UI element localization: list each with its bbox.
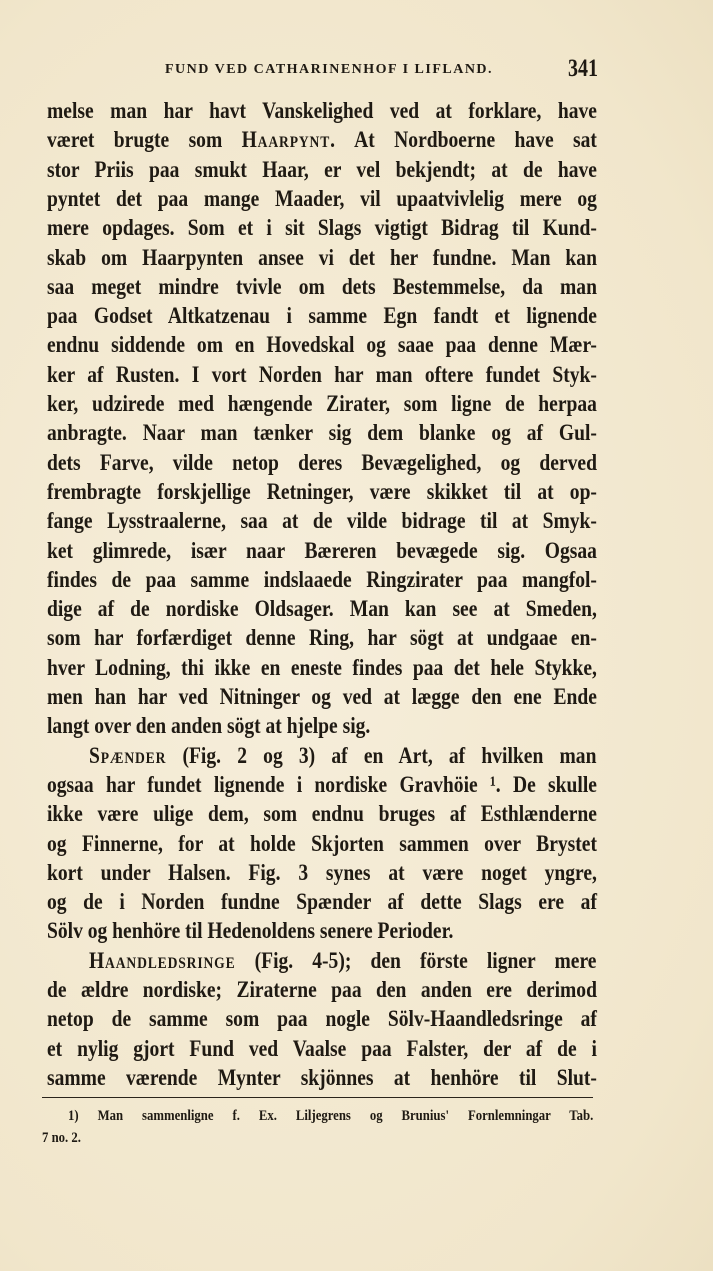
text-segment: kort under Halsen. Fig. 3 synes at være noget yngre, (47, 859, 597, 885)
text-segment: langt over den anden sögt at hjelpe sig. (47, 713, 371, 739)
text-segment: findes de paa samme indslaaede Ringzirater paa mangfol- (47, 566, 597, 592)
text-line (47, 184, 597, 213)
text-segment: og de i Norden fundne Spænder af dette Slags ere af (47, 889, 597, 915)
text-line (47, 448, 597, 477)
text-segment: ker, udzirede med hængende Zirater, som ligne de herpaa (47, 391, 597, 416)
page-number: 341 (568, 55, 598, 82)
text-line (47, 360, 597, 389)
text-segment: At Nordboerne have sat (335, 127, 597, 153)
text-line (47, 770, 597, 799)
small-caps-heading: Spænder (89, 742, 167, 768)
text-segment: ker af Rusten. I vort Norden har man oftere fundet Styk- (47, 361, 597, 387)
text-line (89, 946, 596, 975)
text-line (47, 213, 597, 242)
text-line (47, 477, 597, 506)
text-line (47, 1004, 597, 1033)
text-line (47, 565, 597, 594)
text-line (47, 682, 597, 711)
text-segment: som har forfærdiget denne Ring, har sögt at undgaae en- (47, 625, 597, 651)
text-segment: saa meget mindre tvivle om dets Bestemmelse, da man (47, 273, 597, 299)
text-line (47, 1034, 597, 1063)
text-segment: de ældre nordiske; Ziraterne paa den anden ere derimod (47, 977, 597, 1002)
text-segment: været brugte som (47, 127, 242, 153)
text-segment: (Fig. 2 og 3) af en Art, af hvilken man (166, 742, 597, 768)
text-line (47, 272, 597, 301)
text-line (47, 243, 597, 272)
small-caps-heading: Haarpynt. (241, 127, 336, 153)
text-segment: (Fig. 4-5); den förste ligner mere (235, 947, 597, 973)
text-segment: dets Farve, vilde netop deres Bevægelighed, og derved (47, 449, 597, 475)
text-segment: ogsaa har fundet lignende i nordiske Gravhöie ¹. De skulle (47, 771, 597, 797)
text-line (47, 799, 597, 828)
text-segment: dige af de nordiske Oldsager. Man kan see at Smeden, (47, 596, 597, 622)
text-segment: endnu siddende om en Hovedskal og saae paa denne Mær- (47, 332, 597, 358)
text-line (47, 506, 597, 535)
text-segment: melse man har havt Vanskelighed ved at forklare, have (47, 98, 597, 123)
text-line (47, 1063, 597, 1092)
text-segment: samme værende Mynter skjönnes at henhöre til Slut- (47, 1064, 597, 1090)
text-line (47, 125, 597, 154)
text-segment: fange Lysstraalerne, saa at de vilde bidrage til at Smyk- (47, 508, 597, 534)
text-segment: skab om Haarpynten ansee vi det her fundne. Man kan (47, 244, 597, 270)
text-line (47, 330, 597, 359)
footnote-line: 1) Man sammenligne f. Ex. Liljegrens og Brunius' Fornlemningar Tab. (68, 1108, 594, 1124)
text-line (47, 711, 597, 740)
text-line (47, 916, 597, 945)
text-segment: et nylig gjort Fund ved Vaalse paa Falster, der af de i (47, 1035, 597, 1061)
text-segment: paa Godset Altkatzenau i samme Egn fandt et lignende (47, 303, 597, 329)
text-segment: frembragte forskjellige Retninger, være skikket til at op- (47, 478, 597, 504)
text-line (47, 829, 597, 858)
text-segment: og Finnerne, for at holde Skjorten sammen over Brystet (47, 830, 597, 856)
small-caps-heading: Haandledsringe (89, 947, 236, 973)
text-line (47, 418, 597, 447)
text-line (47, 536, 597, 565)
text-segment: Sölv og henhöre til Hedenoldens senere Perioder. (47, 918, 454, 944)
text-segment: hver Lodning, thi ikke en eneste findes paa det hele Stykke, (47, 654, 597, 680)
text-line (47, 858, 597, 887)
text-line (47, 155, 597, 184)
text-line (47, 975, 597, 1004)
text-segment: mere opdages. Som et i sit Slags vigtigt Bidrag til Kund- (47, 215, 597, 241)
text-line (47, 887, 597, 916)
text-line (89, 741, 596, 770)
text-line (47, 96, 597, 125)
text-segment: men han har ved Nitninger og ved at lægge den ene Ende (47, 684, 597, 709)
text-line (47, 301, 597, 330)
text-segment: anbragte. Naar man tænker sig dem blanke og af Gul- (47, 420, 597, 446)
text-segment: netop de samme som paa nogle Sölv-Haandledsringe af (47, 1006, 597, 1032)
text-segment: stor Priis paa smukt Haar, er vel bekjendt; at de have (47, 156, 597, 182)
text-line (47, 653, 597, 682)
footnote-divider (42, 1097, 593, 1098)
footnote-line: 7 no. 2. (42, 1130, 81, 1146)
text-line (47, 594, 597, 623)
text-segment: pyntet det paa mange Maader, vil upaatvivlelig mere og (47, 185, 597, 211)
text-segment: ikke være ulige dem, som endnu bruges af Esthlænderne (47, 801, 597, 827)
running-head: FUND VED CATHARINENHOF I LIFLAND. (164, 62, 494, 77)
text-line (47, 623, 597, 652)
text-line (47, 389, 597, 418)
text-segment: ket glimrede, især naar Bæreren bevægede sig. Ogsaa (47, 537, 597, 563)
